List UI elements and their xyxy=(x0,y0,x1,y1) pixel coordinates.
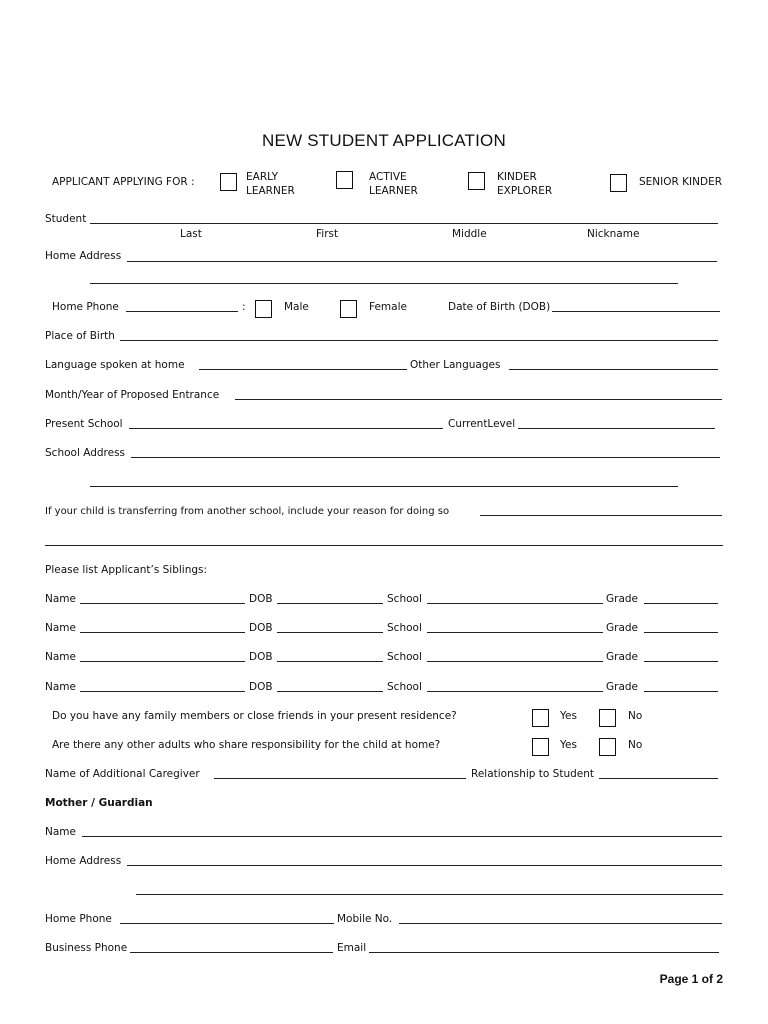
mother-email-field[interactable] xyxy=(369,952,719,953)
home-address-field-2[interactable] xyxy=(90,283,678,284)
sibling-name-label: Name xyxy=(45,622,76,634)
question-family-no-checkbox[interactable] xyxy=(599,709,616,727)
question-adults-yes-label: Yes xyxy=(560,739,577,751)
caregiver-name-label: Name of Additional Caregiver xyxy=(45,768,200,780)
applying-for-label: APPLICANT APPLYING FOR : xyxy=(52,176,195,188)
mother-name-field[interactable] xyxy=(82,836,722,837)
other-languages-field[interactable] xyxy=(509,369,718,370)
mother-business-phone-field[interactable] xyxy=(130,952,333,953)
relationship-label: Relationship to Student xyxy=(471,768,595,780)
kinder-explorer-line2: EXPLORER xyxy=(497,185,553,197)
school-address-label: School Address xyxy=(45,447,126,459)
sibling-dob-field[interactable] xyxy=(277,661,383,662)
sibling-dob-field[interactable] xyxy=(277,603,383,604)
sibling-grade-label: Grade xyxy=(606,622,639,634)
mother-business-phone-label: Business Phone xyxy=(45,942,128,954)
place-of-birth-field[interactable] xyxy=(120,340,718,341)
home-address-field[interactable] xyxy=(127,261,717,262)
sibling-dob-field[interactable] xyxy=(277,632,383,633)
kinder-explorer-line1: KINDER xyxy=(497,171,537,183)
mother-guardian-heading: Mother / Guardian xyxy=(45,797,153,809)
mother-home-phone-label: Home Phone xyxy=(45,913,112,925)
transfer-reason-label: If your child is transferring from another school, include your reason for doing so xyxy=(45,506,450,517)
sibling-name-label: Name xyxy=(45,651,76,663)
current-level-field[interactable] xyxy=(518,428,715,429)
language-field[interactable] xyxy=(199,369,407,370)
question-adults-label: Are there any other adults who share responsibility for the child at home? xyxy=(52,739,441,751)
student-name-field[interactable] xyxy=(90,223,718,224)
proposed-entrance-field[interactable] xyxy=(235,399,722,400)
place-of-birth-label: Place of Birth xyxy=(45,330,115,342)
sibling-school-label: School xyxy=(387,593,422,605)
sibling-dob-label: DOB xyxy=(249,651,273,663)
present-school-field[interactable] xyxy=(129,428,443,429)
sibling-school-field[interactable] xyxy=(427,661,603,662)
sibling-dob-label: DOB xyxy=(249,622,273,634)
first-sublabel: First xyxy=(316,228,339,240)
sibling-dob-field[interactable] xyxy=(277,691,383,692)
relationship-field[interactable] xyxy=(599,778,718,779)
female-label: Female xyxy=(369,301,407,313)
home-address-label: Home Address xyxy=(45,250,122,262)
nickname-sublabel: Nickname xyxy=(587,228,640,240)
sibling-dob-label: DOB xyxy=(249,681,273,693)
question-family-yes-label: Yes xyxy=(560,710,577,722)
mother-mobile-field[interactable] xyxy=(399,923,722,924)
mother-mobile-label: Mobile No. xyxy=(337,913,393,925)
mother-home-phone-field[interactable] xyxy=(120,923,334,924)
other-languages-label: Other Languages xyxy=(410,359,501,371)
early-learner-checkbox[interactable] xyxy=(220,173,237,191)
current-level-label: CurrentLevel xyxy=(448,418,516,430)
caregiver-name-field[interactable] xyxy=(214,778,466,779)
middle-sublabel: Middle xyxy=(452,228,487,240)
question-adults-no-label: No xyxy=(628,739,643,751)
active-learner-line1: ACTIVE xyxy=(369,171,407,183)
sibling-grade-label: Grade xyxy=(606,651,639,663)
sibling-school-label: School xyxy=(387,622,422,634)
siblings-heading: Please list Applicant’s Siblings: xyxy=(45,564,208,576)
sibling-name-field[interactable] xyxy=(80,603,245,604)
sibling-name-label: Name xyxy=(45,681,76,693)
sibling-school-field[interactable] xyxy=(427,603,603,604)
sibling-grade-field[interactable] xyxy=(644,603,718,604)
mother-email-label: Email xyxy=(337,942,367,954)
senior-kinder-checkbox[interactable] xyxy=(610,174,627,192)
sibling-name-field[interactable] xyxy=(80,691,245,692)
proposed-entrance-label: Month/Year of Proposed Entrance xyxy=(45,389,220,401)
dob-field[interactable] xyxy=(552,311,720,312)
male-checkbox[interactable] xyxy=(255,300,272,318)
school-address-field[interactable] xyxy=(131,457,720,458)
active-learner-checkbox[interactable] xyxy=(336,171,353,189)
senior-kinder-label: SENIOR KINDER xyxy=(639,176,723,188)
question-family-yes-checkbox[interactable] xyxy=(532,709,549,727)
question-adults-no-checkbox[interactable] xyxy=(599,738,616,756)
question-adults-yes-checkbox[interactable] xyxy=(532,738,549,756)
active-learner-line2: LEARNER xyxy=(369,185,418,197)
mother-home-address-field[interactable] xyxy=(127,865,722,866)
early-learner-line1: EARLY xyxy=(246,171,278,183)
transfer-reason-field-2[interactable] xyxy=(45,545,723,546)
sibling-grade-field[interactable] xyxy=(644,632,718,633)
dob-label: Date of Birth (DOB) xyxy=(448,301,551,313)
colon: : xyxy=(242,301,246,313)
early-learner-line2: LEARNER xyxy=(246,185,295,197)
male-label: Male xyxy=(284,301,309,313)
language-label: Language spoken at home xyxy=(45,359,185,371)
home-phone-label: Home Phone xyxy=(52,301,119,313)
sibling-grade-field[interactable] xyxy=(644,661,718,662)
present-school-label: Present School xyxy=(45,418,123,430)
sibling-name-field[interactable] xyxy=(80,632,245,633)
sibling-grade-label: Grade xyxy=(606,681,639,693)
mother-name-label: Name xyxy=(45,826,76,838)
mother-home-address-field-2[interactable] xyxy=(136,894,723,895)
kinder-explorer-checkbox[interactable] xyxy=(468,172,485,190)
sibling-grade-label: Grade xyxy=(606,593,639,605)
question-family-label: Do you have any family members or close friends in your present residence? xyxy=(52,710,457,722)
question-family-no-label: No xyxy=(628,710,643,722)
mother-home-address-label: Home Address xyxy=(45,855,122,867)
page-number: Page 1 of 2 xyxy=(659,972,723,986)
sibling-name-field[interactable] xyxy=(80,661,245,662)
sibling-school-label: School xyxy=(387,651,422,663)
transfer-reason-field[interactable] xyxy=(480,515,722,516)
home-phone-field[interactable] xyxy=(126,311,238,312)
sibling-grade-field[interactable] xyxy=(644,691,718,692)
student-label: Student xyxy=(45,213,87,225)
sibling-school-label: School xyxy=(387,681,422,693)
last-sublabel: Last xyxy=(180,228,202,240)
school-address-field-2[interactable] xyxy=(90,486,678,487)
sibling-school-field[interactable] xyxy=(427,632,603,633)
sibling-school-field[interactable] xyxy=(427,691,603,692)
female-checkbox[interactable] xyxy=(340,300,357,318)
sibling-dob-label: DOB xyxy=(249,593,273,605)
page-title: NEW STUDENT APPLICATION xyxy=(262,131,506,150)
sibling-name-label: Name xyxy=(45,593,76,605)
